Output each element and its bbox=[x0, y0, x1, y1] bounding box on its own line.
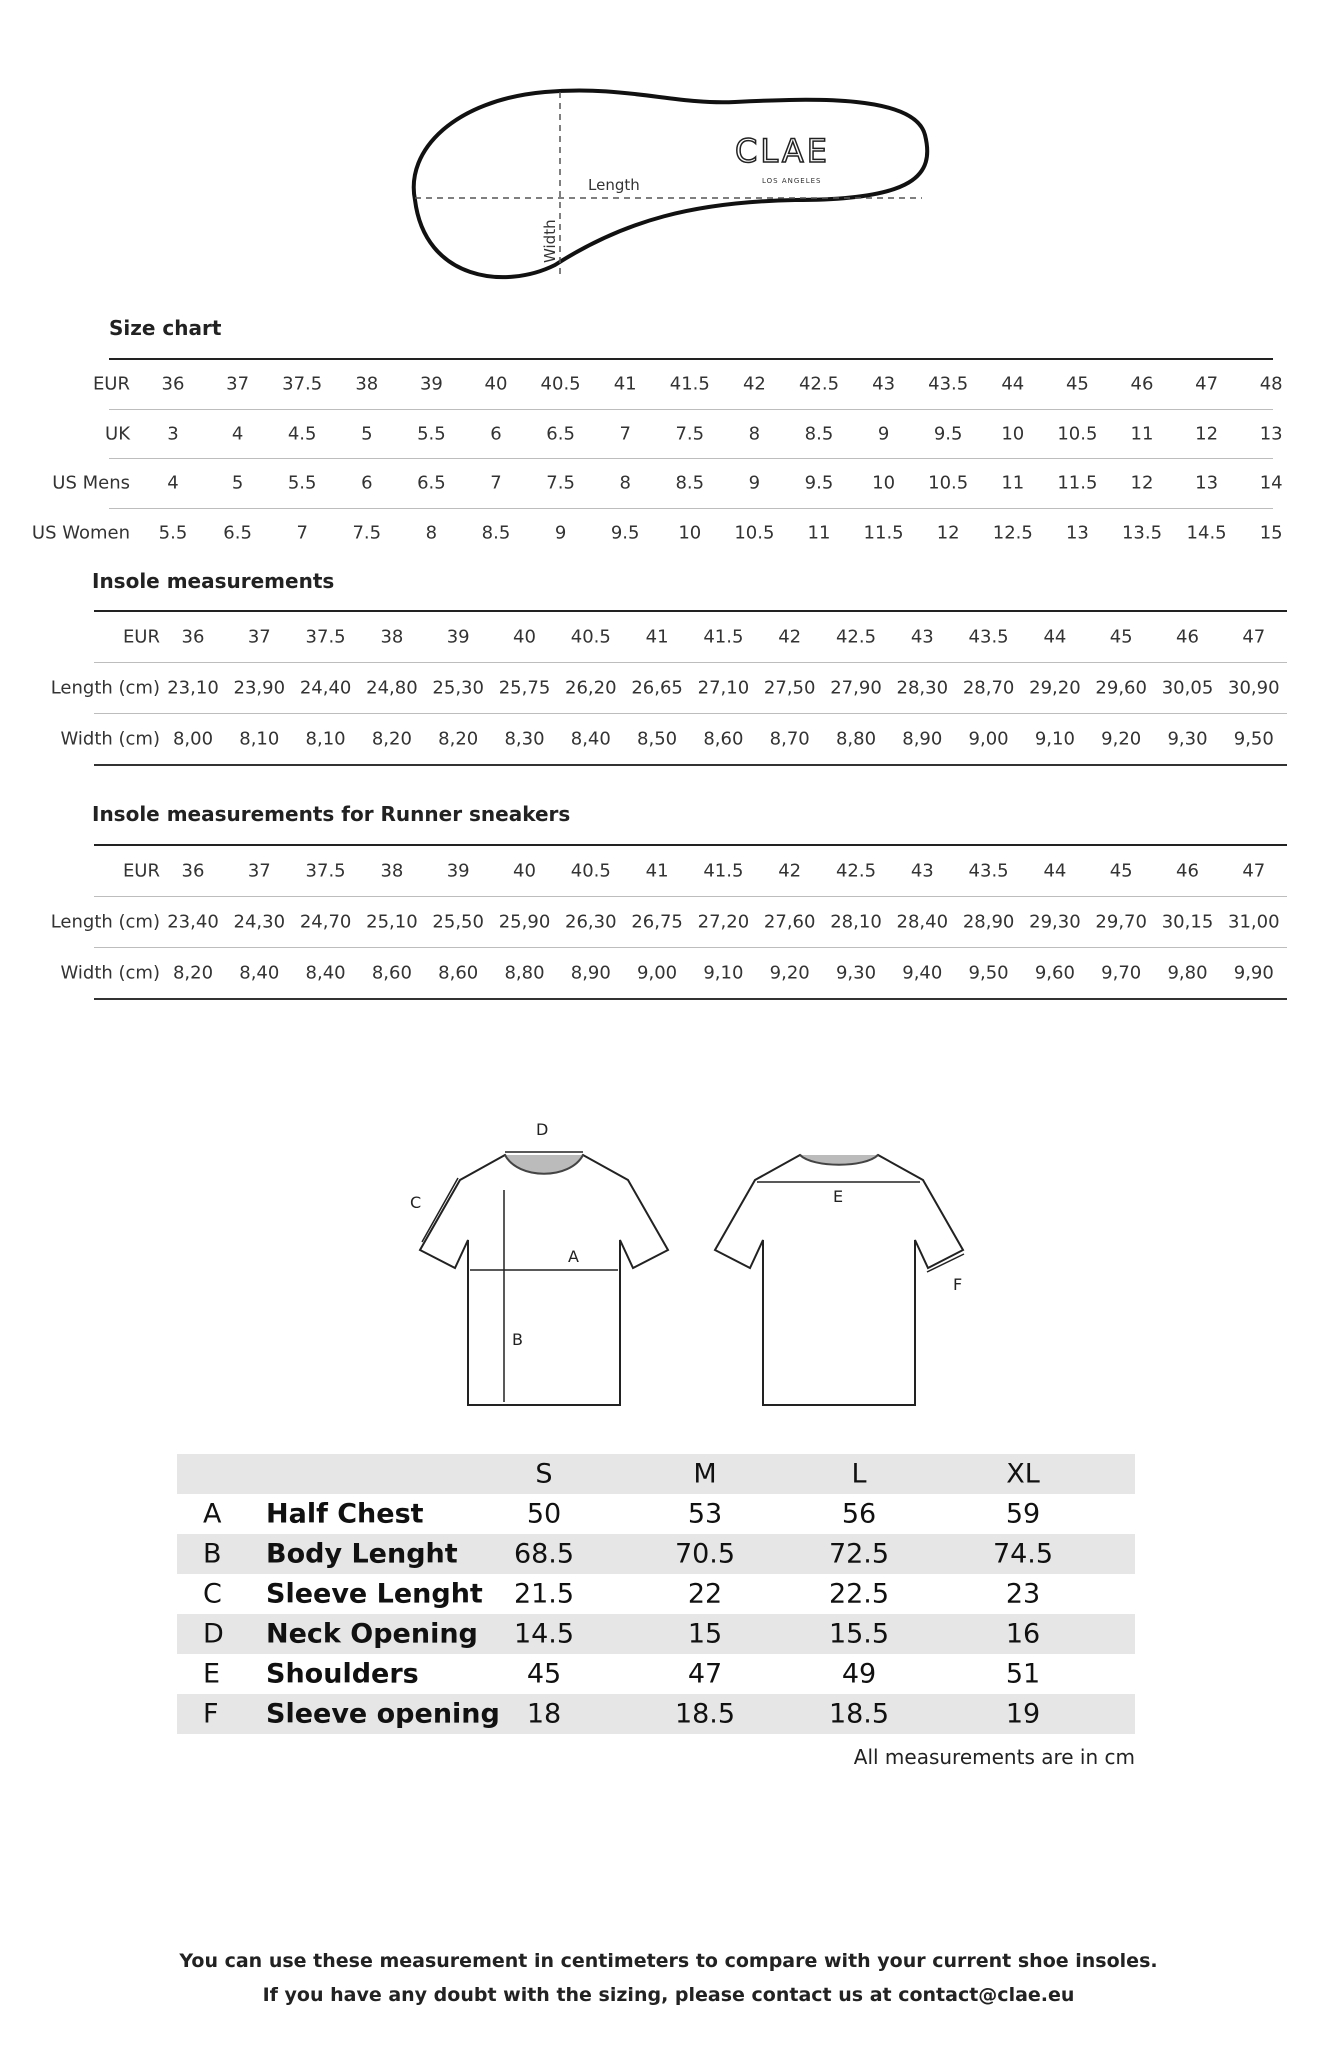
table-cell: 8.5 bbox=[675, 472, 705, 494]
table-cell: 25,30 bbox=[432, 677, 484, 699]
table-cell: 24,30 bbox=[233, 911, 286, 933]
table-cell: 9,00 bbox=[968, 728, 1009, 750]
table-cell: 15 bbox=[687, 1618, 723, 1650]
table-cell: 47 bbox=[1242, 626, 1266, 648]
table-cell: 21.5 bbox=[513, 1578, 575, 1610]
table-cell: 13 bbox=[1195, 472, 1219, 494]
label-F: F bbox=[953, 1275, 963, 1294]
table-cell: 12 bbox=[1130, 472, 1154, 494]
table-cell: 8,60 bbox=[703, 728, 744, 750]
table-cell: 26,30 bbox=[565, 911, 617, 933]
table-cell: 41 bbox=[613, 373, 637, 395]
table-cell: 27,20 bbox=[697, 911, 750, 933]
table-cell: 40.5 bbox=[540, 373, 581, 395]
row-label: Length (cm) bbox=[50, 677, 160, 699]
table-cell: 53 bbox=[687, 1498, 723, 1530]
table-cell: 9 bbox=[748, 472, 761, 494]
row-label: US Mens bbox=[52, 472, 130, 494]
table-cell: 10 bbox=[678, 522, 702, 544]
table-cell: 7.5 bbox=[675, 423, 705, 445]
table-cell: 46 bbox=[1176, 860, 1199, 882]
table-cell: 9.5 bbox=[804, 472, 834, 494]
table-cell: 45 bbox=[1109, 626, 1133, 648]
table-cell: 8,10 bbox=[239, 728, 280, 750]
label-D: D bbox=[536, 1120, 549, 1139]
table-cell: 41.5 bbox=[703, 626, 744, 648]
table-cell: 70.5 bbox=[674, 1538, 736, 1570]
table-cell: 9,10 bbox=[703, 962, 744, 984]
table-cell: 9,40 bbox=[902, 962, 943, 984]
measure-name: Body Lenght bbox=[266, 1538, 458, 1570]
table-cell: 15 bbox=[1259, 522, 1283, 544]
apparel-header-row bbox=[177, 1454, 1135, 1494]
measure-letter: A bbox=[203, 1498, 222, 1530]
table-cell: 8,50 bbox=[637, 728, 678, 750]
table-cell: 13.5 bbox=[1121, 522, 1163, 544]
table-cell: 47 bbox=[687, 1658, 723, 1690]
table-cell: 22.5 bbox=[828, 1578, 890, 1610]
table-cell: 25,75 bbox=[498, 677, 551, 699]
table-cell: 9,80 bbox=[1167, 962, 1208, 984]
table-cell: 18.5 bbox=[674, 1698, 736, 1730]
label-E: E bbox=[833, 1187, 844, 1206]
table-cell: 5.5 bbox=[158, 522, 188, 544]
table-cell: 5 bbox=[231, 472, 244, 494]
table-cell: 18 bbox=[526, 1698, 562, 1730]
table-cell: 25,90 bbox=[498, 911, 551, 933]
table-cell: 7 bbox=[490, 472, 502, 494]
table-cell: 37.5 bbox=[305, 860, 346, 882]
table-cell: 8,20 bbox=[172, 962, 214, 984]
table-cell: 4 bbox=[231, 423, 244, 445]
table-cell: 43 bbox=[910, 626, 934, 648]
insole-measurements-title: Insole measurements bbox=[92, 569, 335, 593]
table-cell: 9,20 bbox=[769, 962, 810, 984]
table-row bbox=[177, 1534, 1135, 1574]
table-cell: 50 bbox=[526, 1498, 562, 1530]
table-cell: 37.5 bbox=[305, 626, 346, 648]
table-cell: 29,60 bbox=[1095, 677, 1147, 699]
table-cell: 9,60 bbox=[1034, 962, 1075, 984]
table-cell: 37 bbox=[247, 626, 271, 648]
runner-measurements-table bbox=[50, 844, 1287, 1000]
table-cell: 8,00 bbox=[172, 728, 214, 750]
table-row bbox=[50, 663, 1287, 714]
table-cell: 47 bbox=[1242, 860, 1266, 882]
table-cell: 39 bbox=[419, 373, 443, 395]
table-cell: 9,50 bbox=[968, 962, 1009, 984]
row-label: EUR bbox=[92, 373, 130, 395]
table-cell: 72.5 bbox=[828, 1538, 890, 1570]
table-cell: 37.5 bbox=[282, 373, 323, 395]
table-cell: 40.5 bbox=[570, 626, 611, 648]
table-cell: 38 bbox=[380, 626, 404, 648]
brand-sub: LOS ANGELES bbox=[762, 177, 822, 185]
table-cell: 46 bbox=[1176, 626, 1199, 648]
table-cell: 29,20 bbox=[1029, 677, 1081, 699]
table-cell: 8,30 bbox=[504, 728, 545, 750]
row-label: Width (cm) bbox=[60, 962, 160, 984]
table-cell: 12 bbox=[936, 522, 960, 544]
table-cell: 6 bbox=[490, 423, 502, 445]
table-cell: 7.5 bbox=[546, 472, 575, 494]
table-cell: 27,60 bbox=[763, 911, 816, 933]
table-cell: 10 bbox=[1001, 423, 1025, 445]
table-cell: 36 bbox=[181, 860, 205, 882]
table-cell: 44 bbox=[1043, 626, 1067, 648]
table-cell: 42.5 bbox=[835, 626, 877, 648]
table-cell: 28,90 bbox=[962, 911, 1015, 933]
table-cell: 10 bbox=[872, 472, 896, 494]
table-cell: 5.5 bbox=[417, 423, 446, 445]
table-cell: 5 bbox=[361, 423, 373, 445]
table-cell: 56 bbox=[841, 1498, 877, 1530]
brand-logo: CLAE bbox=[735, 132, 831, 170]
table-cell: 8,80 bbox=[835, 728, 877, 750]
measure-letter: F bbox=[203, 1698, 219, 1730]
table-cell: 43 bbox=[872, 373, 896, 395]
table-cell: 23 bbox=[1005, 1578, 1041, 1610]
row-label: EUR bbox=[122, 626, 160, 648]
table-cell: 19 bbox=[1005, 1698, 1041, 1730]
table-row bbox=[105, 410, 1283, 460]
table-cell: 7.5 bbox=[352, 522, 382, 544]
table-cell: 8.5 bbox=[804, 423, 834, 445]
table-cell: 11 bbox=[1130, 423, 1154, 445]
label-B: B bbox=[512, 1330, 523, 1349]
tshirt-front bbox=[420, 1155, 668, 1405]
table-cell: 25,50 bbox=[432, 911, 484, 933]
apparel-size-table bbox=[177, 1454, 1135, 1734]
table-cell: 8,40 bbox=[570, 728, 611, 750]
size-chart-table bbox=[31, 358, 1283, 557]
table-cell: 37 bbox=[226, 373, 250, 395]
table-row bbox=[31, 509, 1283, 558]
table-cell: 9,00 bbox=[637, 962, 678, 984]
measure-letter: B bbox=[203, 1538, 222, 1570]
table-cell: 26,20 bbox=[565, 677, 617, 699]
table-cell: 40 bbox=[484, 373, 508, 395]
table-cell: 12 bbox=[1195, 423, 1219, 445]
footer-line-2: If you have any doubt with the sizing, please contact us at contact@clae.eu bbox=[262, 1984, 1075, 2006]
table-cell: 40 bbox=[513, 626, 536, 648]
table-cell: 40 bbox=[513, 860, 536, 882]
table-cell: 8,90 bbox=[902, 728, 943, 750]
table-cell: 42 bbox=[742, 373, 766, 395]
table-cell: 29,30 bbox=[1029, 911, 1081, 933]
measure-letter: E bbox=[203, 1658, 221, 1690]
table-cell: 8,40 bbox=[305, 962, 346, 984]
table-cell: 40.5 bbox=[570, 860, 611, 882]
table-cell: 11.5 bbox=[863, 522, 904, 544]
table-row bbox=[60, 714, 1287, 766]
table-cell: 68.5 bbox=[513, 1538, 575, 1570]
table-cell: 11 bbox=[1001, 472, 1025, 494]
table-cell: 38 bbox=[380, 860, 404, 882]
table-cell: 4 bbox=[167, 472, 179, 494]
table-cell: 28,30 bbox=[896, 677, 949, 699]
table-row bbox=[92, 360, 1283, 410]
table-cell: 10.5 bbox=[928, 472, 969, 494]
table-cell: 27,50 bbox=[763, 677, 816, 699]
table-cell: 6.5 bbox=[223, 522, 252, 544]
table-row bbox=[177, 1494, 1135, 1534]
table-cell: 9.5 bbox=[933, 423, 963, 445]
table-cell: 13 bbox=[1065, 522, 1089, 544]
table-cell: 12.5 bbox=[992, 522, 1033, 544]
row-label: Length (cm) bbox=[50, 911, 160, 933]
table-cell: 48 bbox=[1259, 373, 1283, 395]
table-cell: 39 bbox=[446, 626, 470, 648]
table-cell: 26,65 bbox=[631, 677, 683, 699]
table-cell: 9,20 bbox=[1101, 728, 1142, 750]
table-cell: 9,50 bbox=[1233, 728, 1274, 750]
table-row bbox=[60, 948, 1287, 1000]
table-cell: 8 bbox=[619, 472, 631, 494]
table-cell: 25,10 bbox=[366, 911, 418, 933]
row-label: US Women bbox=[31, 522, 130, 544]
table-row bbox=[94, 612, 1287, 663]
table-row bbox=[52, 459, 1283, 509]
table-cell: 9 bbox=[554, 522, 567, 544]
row-label: UK bbox=[105, 423, 130, 445]
row-label: Width (cm) bbox=[60, 728, 160, 750]
table-cell: 23,90 bbox=[233, 677, 286, 699]
table-cell: 14 bbox=[1259, 472, 1283, 494]
table-cell: 41.5 bbox=[703, 860, 744, 882]
table-cell: 18.5 bbox=[828, 1698, 890, 1730]
table-cell: 30,90 bbox=[1228, 677, 1280, 699]
table-cell: 24,40 bbox=[299, 677, 352, 699]
table-cell: 47 bbox=[1195, 373, 1219, 395]
table-cell: 42 bbox=[778, 860, 802, 882]
table-cell: 45 bbox=[1065, 373, 1089, 395]
table-cell: 13 bbox=[1259, 423, 1283, 445]
measure-name: Neck Opening bbox=[266, 1618, 478, 1650]
table-cell: 11 bbox=[807, 522, 831, 544]
table-cell: 9 bbox=[877, 423, 890, 445]
table-cell: 5.5 bbox=[287, 472, 317, 494]
table-cell: 14.5 bbox=[1186, 522, 1227, 544]
table-cell: 49 bbox=[841, 1658, 877, 1690]
table-cell: 10.5 bbox=[1057, 423, 1098, 445]
table-cell: 45 bbox=[1109, 860, 1133, 882]
table-cell: 9,30 bbox=[835, 962, 877, 984]
table-cell: 8,10 bbox=[305, 728, 346, 750]
table-cell: 29,70 bbox=[1095, 911, 1147, 933]
table-cell: 31,00 bbox=[1228, 911, 1280, 933]
table-cell: 26,75 bbox=[631, 911, 683, 933]
table-cell: 30,05 bbox=[1161, 677, 1214, 699]
insole-outline bbox=[414, 91, 928, 278]
tshirt-diagram bbox=[400, 1110, 1000, 1420]
table-cell: 11.5 bbox=[1057, 472, 1098, 494]
label-C: C bbox=[410, 1193, 422, 1212]
table-cell: 44 bbox=[1001, 373, 1025, 395]
table-cell: 37 bbox=[247, 860, 271, 882]
size-header: M bbox=[693, 1458, 717, 1490]
table-row bbox=[177, 1654, 1135, 1694]
table-cell: 36 bbox=[181, 626, 205, 648]
table-cell: 28,70 bbox=[962, 677, 1015, 699]
table-cell: 8,80 bbox=[504, 962, 545, 984]
table-cell: 8,90 bbox=[570, 962, 611, 984]
table-row bbox=[177, 1694, 1135, 1734]
table-cell: 36 bbox=[161, 373, 185, 395]
table-cell: 41 bbox=[645, 626, 669, 648]
table-cell: 23,10 bbox=[167, 677, 219, 699]
table-cell: 8,20 bbox=[371, 728, 412, 750]
runner-measurements-title: Insole measurements for Runner sneakers bbox=[92, 802, 571, 826]
table-cell: 38 bbox=[355, 373, 379, 395]
label-A: A bbox=[568, 1247, 579, 1266]
table-cell: 24,80 bbox=[366, 677, 418, 699]
footer-line-1: You can use these measurement in centimeters to compare with your current shoe insoles. bbox=[179, 1950, 1158, 1972]
measure-letter: C bbox=[203, 1578, 222, 1610]
measure-name: Half Chest bbox=[266, 1498, 424, 1530]
table-cell: 43.5 bbox=[968, 860, 1009, 882]
size-chart-title: Size chart bbox=[109, 316, 222, 340]
table-cell: 43 bbox=[910, 860, 934, 882]
table-cell: 27,10 bbox=[697, 677, 750, 699]
table-cell: 30,15 bbox=[1161, 911, 1214, 933]
table-cell: 8,60 bbox=[438, 962, 479, 984]
table-cell: 42.5 bbox=[835, 860, 877, 882]
insole-measurements-table bbox=[50, 610, 1287, 766]
table-row bbox=[177, 1614, 1135, 1654]
table-cell: 43.5 bbox=[928, 373, 969, 395]
insole-diagram bbox=[395, 80, 955, 290]
size-header: S bbox=[535, 1458, 553, 1490]
table-row bbox=[50, 897, 1287, 948]
table-cell: 6.5 bbox=[417, 472, 446, 494]
table-cell: 10.5 bbox=[734, 522, 775, 544]
table-cell: 42 bbox=[778, 626, 802, 648]
table-cell: 8,20 bbox=[438, 728, 479, 750]
table-cell: 6 bbox=[361, 472, 373, 494]
table-cell: 15.5 bbox=[828, 1618, 890, 1650]
table-cell: 8 bbox=[748, 423, 761, 445]
table-cell: 22 bbox=[687, 1578, 723, 1610]
table-row bbox=[177, 1574, 1135, 1614]
measurement-note: All measurements are in cm bbox=[853, 1745, 1135, 1769]
table-cell: 3 bbox=[167, 423, 179, 445]
table-cell: 43.5 bbox=[968, 626, 1009, 648]
width-label: Width bbox=[541, 219, 559, 263]
table-cell: 8,60 bbox=[371, 962, 412, 984]
table-cell: 41 bbox=[645, 860, 669, 882]
measure-name: Sleeve opening bbox=[266, 1698, 500, 1730]
table-cell: 7 bbox=[296, 522, 308, 544]
table-cell: 14.5 bbox=[513, 1618, 575, 1650]
table-cell: 6.5 bbox=[546, 423, 575, 445]
table-cell: 4.5 bbox=[287, 423, 317, 445]
row-label: EUR bbox=[122, 860, 160, 882]
table-cell: 8 bbox=[425, 522, 438, 544]
measure-letter: D bbox=[203, 1618, 224, 1650]
table-cell: 9,30 bbox=[1167, 728, 1208, 750]
table-cell: 45 bbox=[526, 1658, 562, 1690]
length-label: Length bbox=[588, 176, 640, 194]
table-cell: 42.5 bbox=[798, 373, 840, 395]
table-cell: 28,40 bbox=[896, 911, 949, 933]
table-cell: 9.5 bbox=[610, 522, 640, 544]
table-cell: 9,10 bbox=[1034, 728, 1075, 750]
size-header: L bbox=[851, 1458, 867, 1490]
table-cell: 74.5 bbox=[992, 1538, 1054, 1570]
table-cell: 59 bbox=[1005, 1498, 1041, 1530]
table-cell: 9,90 bbox=[1233, 962, 1274, 984]
table-cell: 44 bbox=[1043, 860, 1067, 882]
measure-name: Shoulders bbox=[266, 1658, 419, 1690]
size-header: XL bbox=[1006, 1458, 1040, 1490]
table-cell: 7 bbox=[619, 423, 631, 445]
table-cell: 24,70 bbox=[299, 911, 352, 933]
table-cell: 16 bbox=[1005, 1618, 1041, 1650]
table-cell: 28,10 bbox=[830, 911, 882, 933]
table-row bbox=[94, 846, 1287, 897]
table-cell: 27,90 bbox=[830, 677, 882, 699]
table-cell: 9,70 bbox=[1101, 962, 1142, 984]
measure-name: Sleeve Lenght bbox=[266, 1578, 483, 1610]
table-cell: 51 bbox=[1005, 1658, 1041, 1690]
table-cell: 39 bbox=[446, 860, 470, 882]
table-cell: 8,40 bbox=[239, 962, 280, 984]
table-cell: 46 bbox=[1130, 373, 1154, 395]
table-cell: 8,70 bbox=[769, 728, 810, 750]
table-cell: 41.5 bbox=[669, 373, 710, 395]
table-cell: 23,40 bbox=[167, 911, 219, 933]
table-cell: 8.5 bbox=[481, 522, 511, 544]
